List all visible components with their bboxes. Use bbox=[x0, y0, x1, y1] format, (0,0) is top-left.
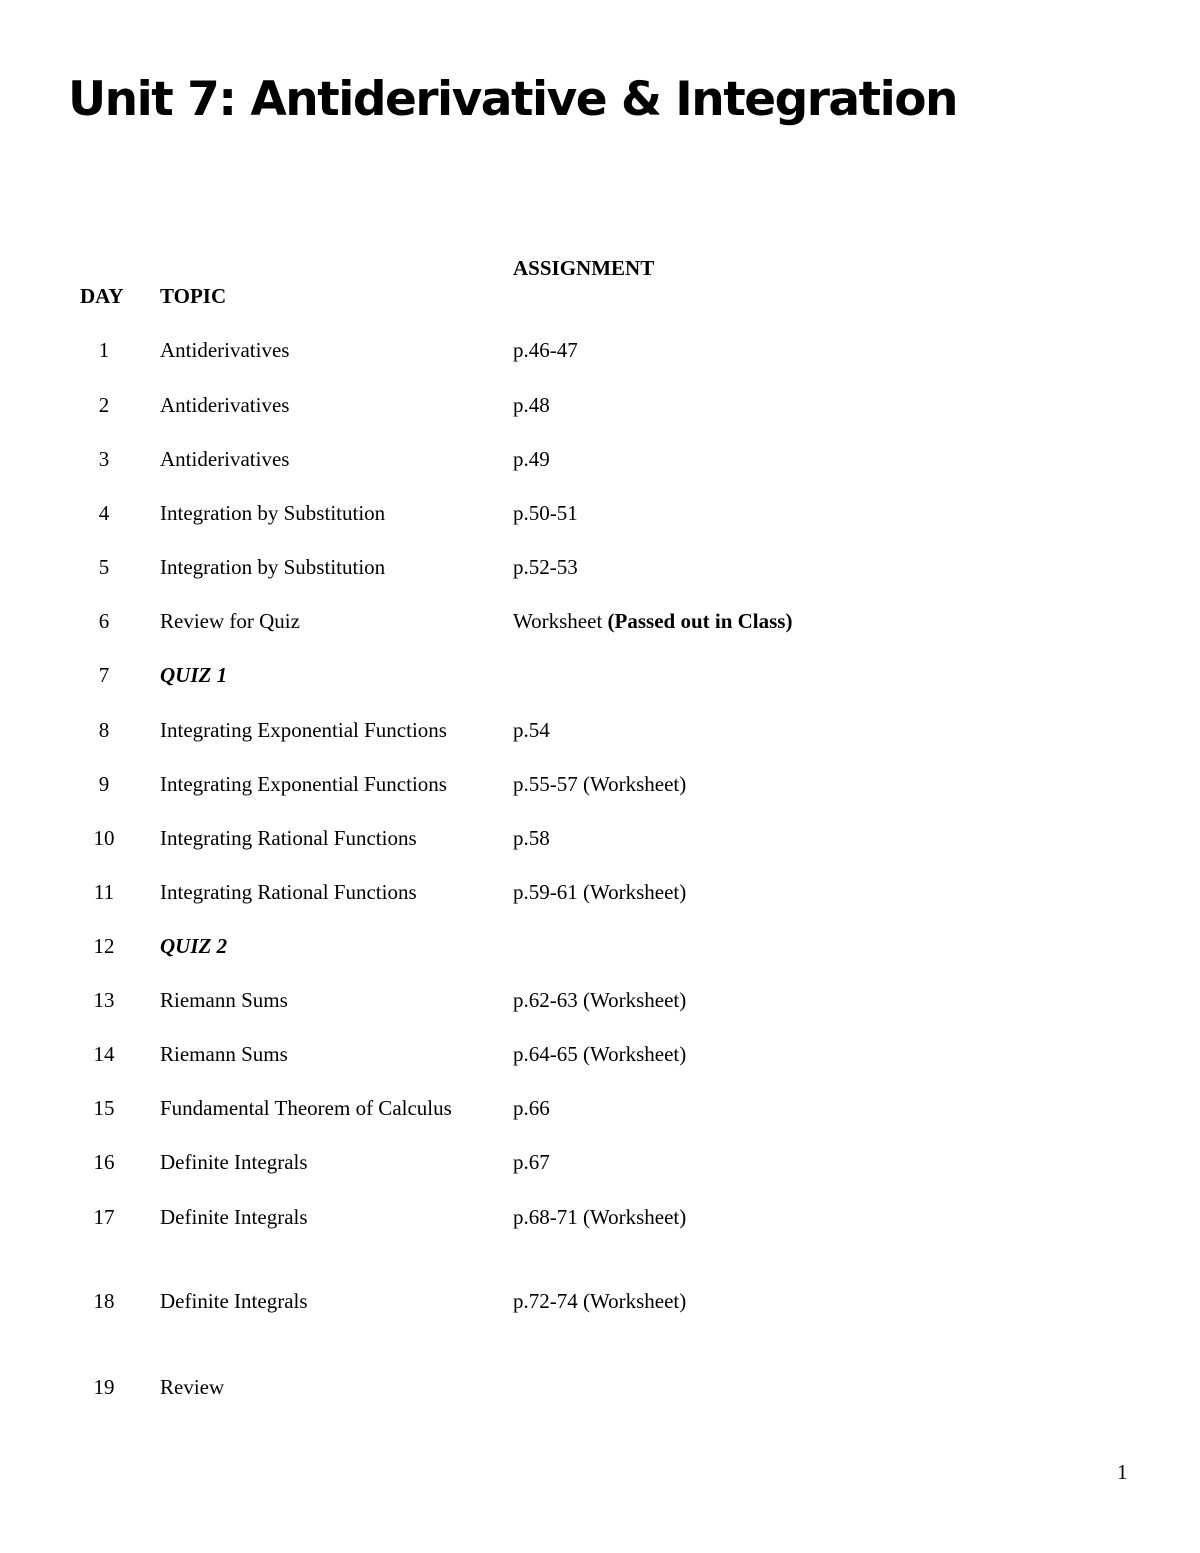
schedule-row-19 bbox=[0, 1375, 1200, 1405]
day-number: 18 bbox=[93, 1289, 115, 1313]
topic-text: Integrating Rational Functions bbox=[160, 826, 417, 850]
schedule-row-1 bbox=[0, 338, 1200, 368]
schedule-row-10 bbox=[0, 826, 1200, 856]
day-number: 9 bbox=[98, 772, 110, 796]
schedule-row-8 bbox=[0, 718, 1200, 748]
schedule-row-4 bbox=[0, 501, 1200, 531]
assignment-text: p.50-51 bbox=[513, 501, 578, 525]
schedule-row-3 bbox=[0, 447, 1200, 477]
day-number: 5 bbox=[98, 555, 110, 579]
topic-text: Review bbox=[160, 1375, 225, 1399]
schedule-row-15 bbox=[0, 1096, 1200, 1126]
assignment-text: p.68-71 (Worksheet) bbox=[513, 1205, 687, 1229]
assignment-text: p.54 bbox=[513, 718, 550, 742]
schedule-row-12 bbox=[0, 934, 1200, 964]
assignment-main: Worksheet bbox=[513, 609, 603, 633]
assignment-header: ASSIGNMENT bbox=[513, 256, 655, 280]
topic-text: Antiderivatives bbox=[160, 393, 290, 417]
topic-text: Integrating Exponential Functions bbox=[160, 772, 447, 796]
topic-text: Definite Integrals bbox=[160, 1150, 308, 1174]
topic-text: Integration by Substitution bbox=[160, 501, 386, 525]
day-number: 10 bbox=[93, 826, 115, 850]
day-number: 2 bbox=[98, 393, 110, 417]
assignment-note: (Passed out in Class) bbox=[607, 609, 793, 633]
day-number: 17 bbox=[93, 1205, 115, 1229]
day-number: 19 bbox=[93, 1375, 115, 1399]
topic-header: TOPIC bbox=[160, 284, 227, 308]
schedule-row-9 bbox=[0, 772, 1200, 802]
topic-text: Antiderivatives bbox=[160, 447, 290, 471]
day-number: 11 bbox=[93, 880, 115, 904]
schedule-row-7 bbox=[0, 663, 1200, 693]
schedule-row-5 bbox=[0, 555, 1200, 585]
topic-text: Antiderivatives bbox=[160, 338, 290, 362]
topic-text: Integrating Rational Functions bbox=[160, 880, 417, 904]
assignment-text: p.49 bbox=[513, 447, 550, 471]
topic-text: Riemann Sums bbox=[160, 988, 288, 1012]
day-number: 4 bbox=[98, 501, 110, 525]
assignment-text: p.67 bbox=[513, 1150, 550, 1174]
day-number: 3 bbox=[98, 447, 110, 471]
schedule-row-18 bbox=[0, 1289, 1200, 1319]
schedule-row-2 bbox=[0, 393, 1200, 423]
schedule-row-6 bbox=[0, 609, 1200, 639]
assignment-text: p.66 bbox=[513, 1096, 550, 1120]
topic-text: Definite Integrals bbox=[160, 1205, 308, 1229]
day-number: 15 bbox=[93, 1096, 115, 1120]
topic-text: Definite Integrals bbox=[160, 1289, 308, 1313]
assignment-text: p.55-57 (Worksheet) bbox=[513, 772, 687, 796]
assignment-text: p.64-65 (Worksheet) bbox=[513, 1042, 687, 1066]
day-header: DAY bbox=[80, 284, 124, 308]
schedule-row-11 bbox=[0, 880, 1200, 910]
assignment-text bbox=[513, 609, 792, 634]
schedule-row-17 bbox=[0, 1205, 1200, 1235]
day-number: 6 bbox=[98, 609, 110, 633]
assignment-text: p.58 bbox=[513, 826, 550, 850]
assignment-text: p.48 bbox=[513, 393, 550, 417]
assignment-text: p.59-61 (Worksheet) bbox=[513, 880, 687, 904]
topic-text: Review for Quiz bbox=[160, 609, 300, 633]
topic-text: Integration by Substitution bbox=[160, 555, 386, 579]
day-number: 16 bbox=[93, 1150, 115, 1174]
day-number: 8 bbox=[98, 718, 110, 742]
assignment-text: p.72-74 (Worksheet) bbox=[513, 1289, 687, 1313]
schedule-row-14 bbox=[0, 1042, 1200, 1072]
topic-text: Integrating Exponential Functions bbox=[160, 718, 447, 742]
quiz-label: QUIZ 1 bbox=[160, 663, 228, 687]
schedule-row-13 bbox=[0, 988, 1200, 1018]
assignment-text: p.52-53 bbox=[513, 555, 578, 579]
topic-text: Fundamental Theorem of Calculus bbox=[160, 1096, 452, 1120]
page-title: Unit 7: Antiderivative & Integration bbox=[68, 72, 957, 127]
quiz-label: QUIZ 2 bbox=[160, 934, 228, 958]
page-number: 1 bbox=[1117, 1460, 1128, 1484]
day-number: 13 bbox=[93, 988, 115, 1012]
assignment-text: p.62-63 (Worksheet) bbox=[513, 988, 687, 1012]
day-number: 12 bbox=[93, 934, 115, 958]
day-number: 14 bbox=[93, 1042, 115, 1066]
schedule-row-16 bbox=[0, 1150, 1200, 1180]
day-number: 7 bbox=[98, 663, 110, 687]
day-number: 1 bbox=[98, 338, 110, 362]
topic-text: Riemann Sums bbox=[160, 1042, 288, 1066]
assignment-text: p.46-47 bbox=[513, 338, 578, 362]
